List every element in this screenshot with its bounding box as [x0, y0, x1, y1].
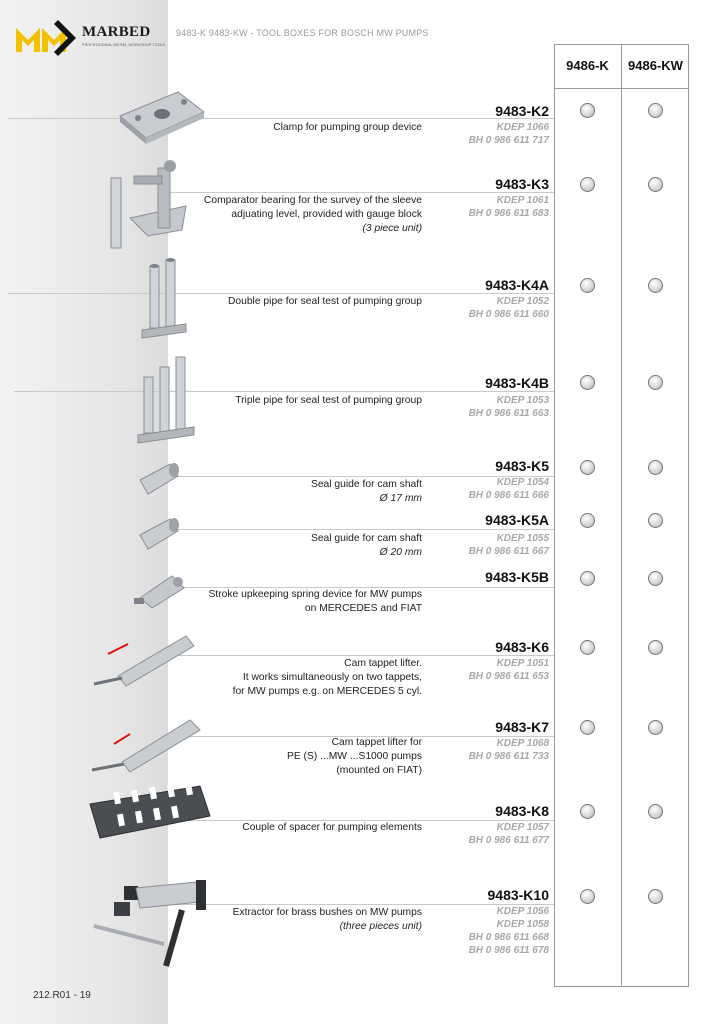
item-code: 9483-K5B: [485, 569, 549, 585]
item-references: KDEP 1061 BH 0 986 611 683: [468, 195, 549, 219]
triple-pipe-illustration: [136, 355, 198, 447]
item-divider: [165, 192, 554, 193]
seal-guide-20-illustration: [136, 517, 182, 551]
availability-dot: [648, 640, 663, 655]
availability-dot: [648, 278, 663, 293]
availability-dot: [648, 177, 663, 192]
item-divider: [165, 655, 554, 656]
item-code: 9483-K3: [495, 176, 549, 192]
availability-dot: [648, 720, 663, 735]
brass-bush-extractor-illustration: [92, 880, 216, 972]
item-code: 9483-K7: [495, 719, 549, 735]
item-code: 9483-K10: [487, 887, 549, 903]
item-code: 9483-K5A: [485, 512, 549, 528]
comparator-bearing-illustration: [108, 158, 198, 253]
availability-dot: [648, 571, 663, 586]
availability-dot: [580, 375, 595, 390]
item-description: Cam tappet lifter. It works simultaneously on two tappets, for MW pumps e.g. on MERCEDES 5 cyl.: [232, 658, 422, 697]
availability-dot: [580, 720, 595, 735]
item-references: KDEP 1053 BH 0 986 611 663: [468, 395, 549, 419]
availability-dot: [580, 103, 595, 118]
item-references: KDEP 1066 BH 0 986 611 717: [468, 122, 549, 146]
item-references: KDEP 1054 BH 0 986 611 666: [468, 477, 549, 501]
brand-name: MARBED: [82, 24, 151, 40]
item-references: KDEP 1052 BH 0 986 611 660: [468, 296, 549, 320]
page-title: 9483-K 9483-KW - TOOL BOXES FOR BOSCH MW PUMPS: [176, 28, 429, 38]
column-divider: [621, 44, 622, 987]
item-divider: [150, 529, 554, 530]
item-references: KDEP 1055 BH 0 986 611 667: [468, 533, 549, 557]
item-divider: [8, 293, 554, 294]
item-description: Double pipe for seal test of pumping group: [227, 296, 422, 307]
seal-guide-17-illustration: [136, 462, 182, 496]
item-description: Seal guide for cam shaft Ø 17 mm: [310, 479, 422, 504]
page-footer: 212.R01 - 19: [33, 990, 91, 1001]
item-code: 9483-K4A: [485, 277, 549, 293]
item-references: KDEP 1068 BH 0 986 611 733: [468, 738, 549, 762]
availability-dot: [580, 278, 595, 293]
header-divider: [554, 88, 689, 89]
availability-dot: [580, 460, 595, 475]
spring-device-illustration: [132, 570, 188, 610]
item-divider: [14, 391, 554, 392]
double-pipe-illustration: [140, 258, 190, 344]
item-description: Clamp for pumping group device: [273, 122, 422, 133]
availability-dot: [580, 513, 595, 528]
spacer-plates-illustration: [88, 780, 214, 844]
item-code: 9483-K6: [495, 639, 549, 655]
item-description: Triple pipe for seal test of pumping group: [235, 395, 422, 406]
availability-dot: [580, 177, 595, 192]
item-code: 9483-K4B: [485, 375, 549, 391]
item-code: 9483-K8: [495, 803, 549, 819]
item-divider: [8, 118, 554, 119]
availability-dot: [648, 804, 663, 819]
item-references: KDEP 1051 BH 0 986 611 653: [468, 658, 549, 682]
item-description: Extractor for brass bushes on MW pumps (three pieces unit): [232, 907, 422, 932]
availability-dot: [648, 460, 663, 475]
cam-tappet-lifter-illustration: [88, 628, 200, 688]
column-header-9486-kw: 9486-KW: [628, 58, 683, 73]
availability-dot: [648, 513, 663, 528]
item-code: 9483-K5: [495, 458, 549, 474]
column-header-9486-k: 9486-K: [566, 58, 609, 73]
item-description: Cam tappet lifter for PE (S) ...MW ...S1000 pumps (mounted on FIAT): [286, 737, 422, 776]
cam-tappet-lifter-fiat-illustration: [88, 712, 206, 776]
brand-subtitle: PROFESSIONAL DIESEL WORKSHOP TOOLS: [82, 43, 166, 47]
availability-dot: [580, 804, 595, 819]
availability-dot: [580, 640, 595, 655]
item-description: Stroke upkeeping spring device for MW pumps on MERCEDES and FIAT: [208, 589, 422, 614]
availability-dot: [580, 571, 595, 586]
item-description: Seal guide for cam shaft Ø 20 mm: [310, 533, 422, 558]
item-references: KDEP 1056 KDEP 1058 BH 0 986 611 668 BH 0 986 611 678: [468, 906, 549, 956]
availability-dot: [648, 889, 663, 904]
availability-dot: [648, 375, 663, 390]
availability-dot: [580, 889, 595, 904]
marbed-logo-icon: [14, 18, 80, 58]
clamp-tool-illustration: [116, 88, 208, 148]
item-code: 9483-K2: [495, 103, 549, 119]
item-description: Couple of spacer for pumping elements: [242, 822, 422, 833]
availability-dot: [648, 103, 663, 118]
item-references: KDEP 1057 BH 0 986 611 677: [468, 822, 549, 846]
sidebar-band: [0, 0, 168, 1024]
item-description: Comparator bearing for the survey of the sleeve adjuating level, provided with gauge block (3 piece unit): [203, 195, 422, 234]
